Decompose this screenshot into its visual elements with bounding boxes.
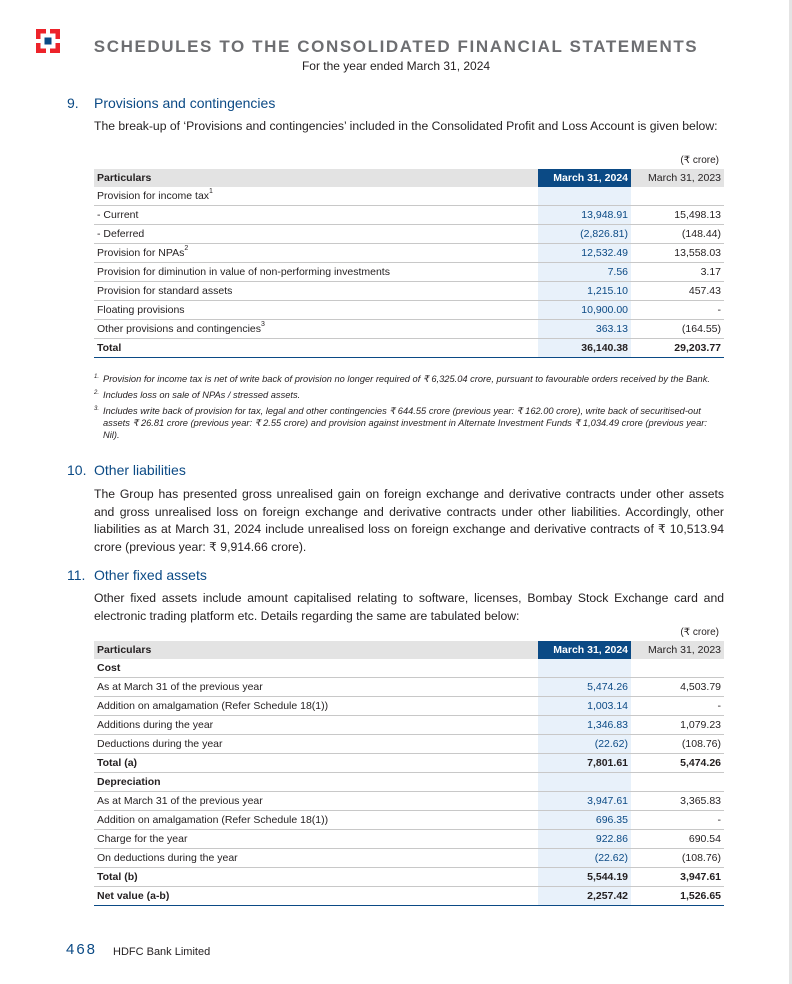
current-year-value: 5,474.26	[538, 678, 631, 697]
previous-year-value: (108.76)	[631, 735, 724, 754]
previous-year-value: (148.44)	[631, 225, 724, 244]
current-year-value: 12,532.49	[538, 244, 631, 263]
section-10-number: 10.	[67, 462, 87, 478]
current-year-value: (22.62)	[538, 849, 631, 868]
row-label-text: - Deferred	[97, 228, 145, 240]
previous-year-value: 13,558.03	[631, 244, 724, 263]
row-label	[94, 754, 538, 773]
row-label	[94, 339, 538, 358]
row-label	[94, 792, 538, 811]
row-label	[94, 282, 538, 301]
row-label-text: Depreciation	[97, 776, 161, 788]
column-header-previous-year: March 31, 2023	[631, 641, 724, 659]
table-row	[94, 697, 724, 716]
row-label-text: Additions during the year	[97, 719, 214, 731]
current-year-value	[538, 773, 631, 792]
table-row	[94, 244, 724, 263]
row-label-text: Other provisions and contingencies	[97, 323, 262, 335]
row-label	[94, 830, 538, 849]
row-label	[94, 320, 538, 339]
previous-year-value	[631, 187, 724, 206]
previous-year-value: (108.76)	[631, 849, 724, 868]
row-label-text: Provision for income tax	[97, 190, 210, 202]
row-label	[94, 225, 538, 244]
row-label	[94, 187, 538, 206]
current-year-value: 1,215.10	[538, 282, 631, 301]
row-label	[94, 773, 538, 792]
previous-year-value: 3,365.83	[631, 792, 724, 811]
row-label-text: Provision for standard assets	[97, 285, 233, 297]
table-header-row	[94, 641, 724, 659]
section-11-intro: Other fixed assets include amount capitalised relating to software, licenses, Bombay Stock Exchange card and electronic trading platform etc. Details regarding the same are tabulated below:	[94, 591, 724, 623]
footnote-reference: 2	[184, 245, 189, 252]
footnote-reference: 1	[209, 188, 213, 195]
table-row	[94, 301, 724, 320]
table-row	[94, 678, 724, 697]
footnote-2	[94, 389, 724, 401]
section-9-unit: (₹ crore)	[680, 155, 719, 166]
current-year-value: 1,003.14	[538, 697, 631, 716]
table-row	[94, 225, 724, 244]
footnote-3	[94, 405, 724, 441]
table-row	[94, 339, 724, 358]
table-row	[94, 868, 724, 887]
section-11-heading: Other fixed assets	[94, 567, 207, 583]
previous-year-value: -	[631, 811, 724, 830]
row-label-text: Provision for NPAs	[97, 247, 185, 259]
row-label	[94, 811, 538, 830]
table-row	[94, 773, 724, 792]
page-number: 468	[66, 941, 98, 958]
row-label	[94, 735, 538, 754]
column-header-particulars: Particulars	[94, 169, 538, 187]
previous-year-value: -	[631, 697, 724, 716]
previous-year-value: 4,503.79	[631, 678, 724, 697]
column-header-particulars: Particulars	[94, 641, 538, 659]
current-year-value: 13,948.91	[538, 206, 631, 225]
page-subtitle: For the year ended March 31, 2024	[301, 59, 491, 73]
row-label	[94, 868, 538, 887]
footnote-1-mark: 1.	[94, 374, 100, 380]
table-row	[94, 887, 724, 906]
row-label-text: Total (b)	[97, 871, 138, 883]
row-label	[94, 659, 538, 678]
section-10-heading: Other liabilities	[94, 462, 186, 478]
table-row	[94, 263, 724, 282]
current-year-value: 36,140.38	[538, 339, 631, 358]
section-9-heading: Provisions and contingencies	[94, 95, 276, 111]
previous-year-value: 29,203.77	[631, 339, 724, 358]
row-label-text: On deductions during the year	[97, 852, 238, 864]
previous-year-value: 690.54	[631, 830, 724, 849]
table-row	[94, 735, 724, 754]
row-label	[94, 301, 538, 320]
fixed-assets-table	[94, 641, 724, 906]
current-year-value: (22.62)	[538, 735, 631, 754]
row-label-text: Floating provisions	[97, 304, 185, 316]
table-row	[94, 206, 724, 225]
row-label	[94, 887, 538, 906]
table-row	[94, 830, 724, 849]
row-label-text: Provision for diminution in value of non-performing investments	[97, 266, 390, 278]
current-year-value: 7.56	[538, 263, 631, 282]
row-label-text: Cost	[97, 662, 121, 674]
section-9-intro: The break-up of ‘Provisions and contingencies’ included in the Consolidated Profit and Loss Account is given below:	[94, 119, 718, 133]
current-year-value: 5,544.19	[538, 868, 631, 887]
table-row	[94, 187, 724, 206]
row-label	[94, 263, 538, 282]
footnote-3-mark: 3.	[94, 406, 100, 412]
row-label-text: Total	[97, 342, 122, 354]
row-label	[94, 678, 538, 697]
row-label-text: Addition on amalgamation (Refer Schedule 18(1))	[97, 700, 329, 712]
table-row	[94, 320, 724, 339]
current-year-value	[538, 659, 631, 678]
footnote-2-mark: 2.	[94, 390, 100, 396]
previous-year-value: 3,947.61	[631, 868, 724, 887]
current-year-value: 7,801.61	[538, 754, 631, 773]
column-header-current-year: March 31, 2024	[538, 169, 631, 187]
page-title: SCHEDULES TO THE CONSOLIDATED FINANCIAL STATEMENTS	[93, 37, 699, 56]
row-label-text: Total (a)	[97, 757, 138, 769]
previous-year-value	[631, 773, 724, 792]
row-label	[94, 697, 538, 716]
section-11-number: 11.	[67, 567, 86, 583]
section-11-unit: (₹ crore)	[680, 627, 719, 638]
previous-year-value: (164.55)	[631, 320, 724, 339]
footnote-2-text: Includes loss on sale of NPAs / stressed assets.	[103, 390, 301, 400]
current-year-value: 696.35	[538, 811, 631, 830]
table-row	[94, 792, 724, 811]
current-year-value	[538, 187, 631, 206]
table-row	[94, 282, 724, 301]
previous-year-value: 457.43	[631, 282, 724, 301]
current-year-value: 922.86	[538, 830, 631, 849]
previous-year-value: 1,526.65	[631, 887, 724, 906]
footnote-1-text: Provision for income tax is net of write back of provision no longer required of ₹ 6,325.04 crore, pursuant to favourable orders received by the Bank.	[103, 374, 710, 384]
column-header-previous-year: March 31, 2023	[631, 169, 724, 187]
current-year-value: 2,257.42	[538, 887, 631, 906]
footer-bank-name: HDFC Bank Limited	[113, 946, 211, 958]
previous-year-value: -	[631, 301, 724, 320]
footnote-reference: 3	[261, 321, 265, 328]
row-label-text: - Current	[97, 209, 139, 221]
current-year-value: 363.13	[538, 320, 631, 339]
row-label-text: As at March 31 of the previous year	[97, 795, 263, 807]
column-header-current-year: March 31, 2024	[538, 641, 631, 659]
previous-year-value: 15,498.13	[631, 206, 724, 225]
section-10-text: The Group has presented gross unrealised gain on foreign exchange and derivative contracts under other assets and gross unrealised loss on foreign exchange and derivative contracts under other liabilities. Accordingly, other liabilities as at March 31, 2024 include unrealised loss on foreign exchange and derivative contracts of ₹ 10,513.94 crore (previous year: ₹ 9,914.66 crore).	[94, 487, 724, 554]
current-year-value: 1,346.83	[538, 716, 631, 735]
footnote-1	[94, 373, 724, 385]
row-label-text: Net value (a-b)	[97, 890, 170, 902]
current-year-value: 3,947.61	[538, 792, 631, 811]
row-label	[94, 849, 538, 868]
row-label	[94, 206, 538, 225]
row-label	[94, 244, 538, 263]
table-row	[94, 849, 724, 868]
row-label	[94, 716, 538, 735]
table-row	[94, 754, 724, 773]
section-9-number: 9.	[67, 95, 79, 111]
previous-year-value	[631, 659, 724, 678]
previous-year-value: 1,079.23	[631, 716, 724, 735]
previous-year-value: 5,474.26	[631, 754, 724, 773]
table-row	[94, 659, 724, 678]
previous-year-value: 3.17	[631, 263, 724, 282]
table-header-row	[94, 169, 724, 187]
current-year-value: 10,900.00	[538, 301, 631, 320]
table-row	[94, 811, 724, 830]
row-label-text: Addition on amalgamation (Refer Schedule 18(1))	[97, 814, 329, 826]
row-label-text: Deductions during the year	[97, 738, 223, 750]
row-label-text: Charge for the year	[97, 833, 188, 845]
footnote-3-text: Includes write back of provision for tax, legal and other contingencies ₹ 644.55 crore (previous year: ₹ 162.00 crore), write back of securitised-out assets ₹ 26.81 crore (previous year: ₹ 2.55 crore) and provision against investment in Alternate Investment Funds ₹ 1,034.49 crore (previous year: Nil).	[103, 406, 707, 440]
table-row	[94, 716, 724, 735]
current-year-value: (2,826.81)	[538, 225, 631, 244]
provisions-table	[94, 169, 724, 358]
row-label-text: As at March 31 of the previous year	[97, 681, 263, 693]
